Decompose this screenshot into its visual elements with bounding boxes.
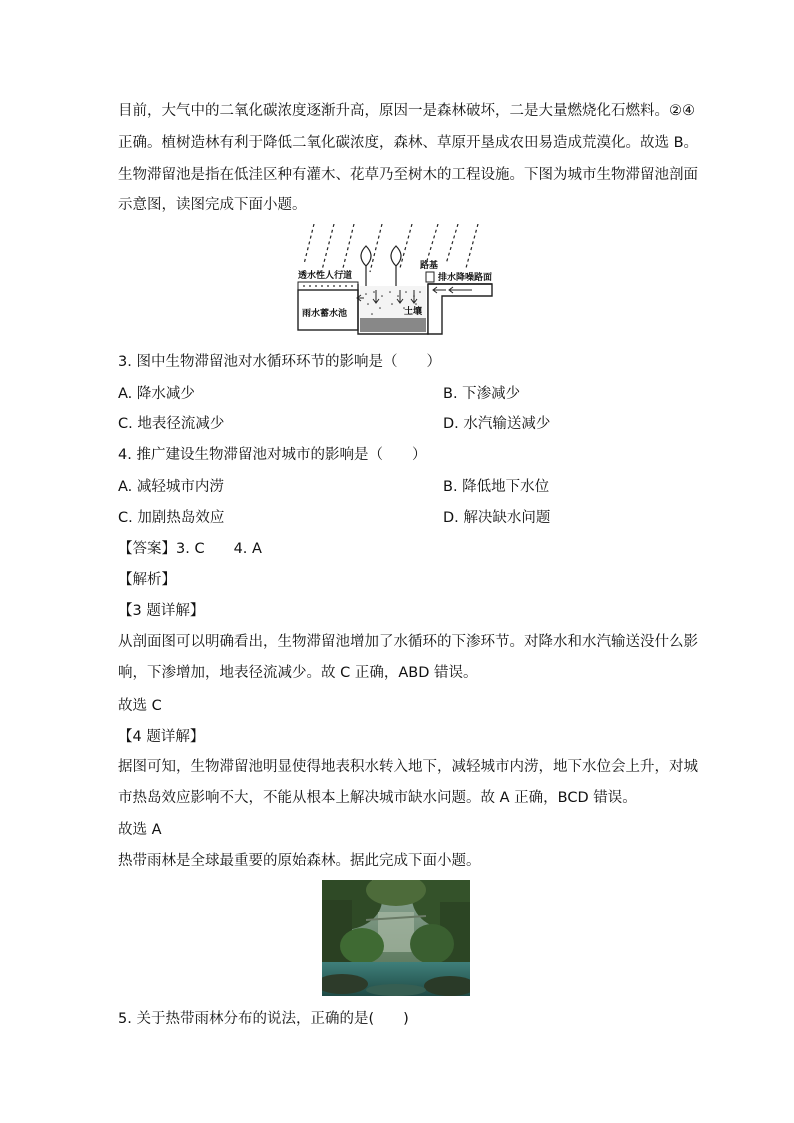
detail-4-conclusion: 故选 A <box>118 822 162 838</box>
paragraph-line: 目前，大气中的二氧化碳浓度逐渐升高，原因一是森林破坏，二是大量燃烧化石燃料。②④ <box>118 103 695 119</box>
rainforest-photo-svg <box>322 880 470 996</box>
label-roadbed: 路基 <box>420 260 439 270</box>
paragraph-line: 正确。植树造林有利于降低二氧化碳浓度，森林、草原开垦成农田易造成荒漠化。故选 B。 <box>118 135 699 151</box>
q3-option-d: D. 水汽输送减少 <box>443 416 551 432</box>
bioretention-diagram-svg <box>296 224 496 344</box>
rainforest-intro: 热带雨林是全球最重要的原始森林。据此完成下面小题。 <box>118 853 481 869</box>
paragraph-line: 从剖面图可以明确看出，生物滞留池增加了水循环的下渗环节。对降水和水汽输送没什么影 <box>118 634 698 650</box>
analysis-heading: 【解析】 <box>118 572 176 588</box>
q4-option-d: D. 解决缺水问题 <box>443 510 551 526</box>
question-4-stem: 4. 推广建设生物滞留池对城市的影响是（ ） <box>118 447 427 463</box>
detail-3-heading: 【3 题详解】 <box>118 603 205 619</box>
question-5-stem: 5. 关于热带雨林分布的说法，正确的是( ) <box>118 1011 409 1027</box>
label-pool: 雨水蓄水池 <box>302 308 348 318</box>
label-road: 排水降噪路面 <box>438 272 493 282</box>
q3-option-a: A. 降水减少 <box>118 386 195 402</box>
bioretention-diagram <box>296 224 496 344</box>
paragraph-line: 生物滞留池是指在低洼区种有灌木、花草乃至树木的工程设施。下图为城市生物滞留池剖面 <box>118 167 698 183</box>
paragraph-line: 示意图，读图完成下面小题。 <box>118 197 307 213</box>
label-soil: 土壤 <box>404 306 423 316</box>
rainforest-photo <box>322 880 470 996</box>
answer-line: 【答案】3. C 4. A <box>118 541 262 557</box>
detail-3-conclusion: 故选 C <box>118 698 162 714</box>
q3-option-c: C. 地表径流减少 <box>118 416 225 432</box>
question-3-stem: 3. 图中生物滞留池对水循环环节的影响是（ ） <box>118 354 441 370</box>
q4-option-a: A. 减轻城市内涝 <box>118 479 224 495</box>
paragraph-line: 市热岛效应影响不大，不能从根本上解决城市缺水问题。故 A 正确，BCD 错误。 <box>118 790 637 806</box>
q3-option-b: B. 下渗减少 <box>443 386 521 402</box>
q4-option-c: C. 加剧热岛效应 <box>118 510 225 526</box>
paragraph-line: 响，下渗增加，地表径流减少。故 C 正确，ABD 错误。 <box>118 665 478 681</box>
detail-4-heading: 【4 题详解】 <box>118 729 205 745</box>
paragraph-line: 据图可知，生物滞留池明显使得地表积水转入地下，减轻城市内涝，地下水位会上升，对城 <box>118 759 698 775</box>
tree-icon <box>361 246 401 286</box>
q4-option-b: B. 降低地下水位 <box>443 479 550 495</box>
label-sidewalk: 透水性人行道 <box>298 270 353 280</box>
